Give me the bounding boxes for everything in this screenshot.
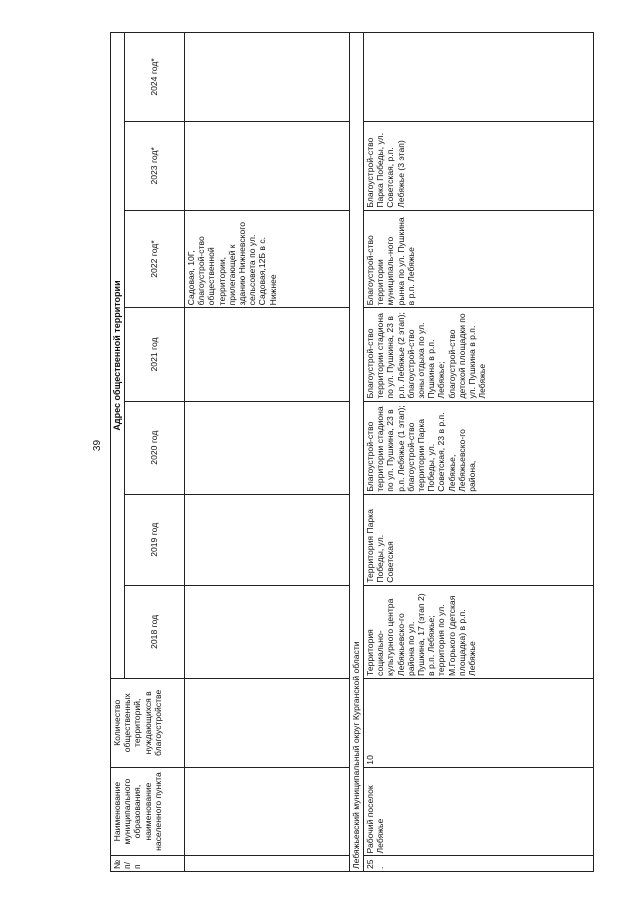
header-year-2021: 2021 год (125, 308, 185, 401)
row-name: Рабочий поселок Лебяжье (364, 767, 594, 856)
header-num: № п/п (111, 856, 185, 872)
row-2021: Благоустрой-ство территории стадиона по ул. Пушкина, 23 в р.п. Лебяжье (2 этап); благоустрой-ство зоны отдыха по ул. Пушкина в р.п. Лебяжье; благоустрой-ство детской площадки по ул. Пушкина в р.п. Лебяжье (364, 308, 594, 401)
prev-row-2022: Садовая, 10Г, благоустрой-ство общественной территории, прилегающей к зданию Нижневского сельсовета по ул. Садовая,12Б в с. Нижнее (185, 210, 350, 308)
page-number: 39 (92, 439, 104, 452)
prev-row-name (185, 767, 350, 856)
header-year-2018: 2018 год (125, 585, 185, 678)
row-2024 (364, 33, 594, 122)
header-year-2019: 2019 год (125, 494, 185, 585)
section-title: Лебяжьевский муниципальный округ Курганской области (350, 33, 364, 872)
row-count: 10 (364, 678, 594, 767)
row-2022: Благоустрой-ство территории муниципаль-ного рынка по ул. Пушкина в р.п. Лебяжье (364, 210, 594, 308)
rotated-table-container (110, 32, 594, 872)
prev-row-2018 (185, 585, 350, 678)
row-2023: Благоустрой-ство Парка Победы, ул. Советская, р.п. Лебяжье (3 этап) (364, 121, 594, 210)
header-address-group: Адрес общественной территории (111, 33, 125, 679)
header-count: Количество общественных территорий, нуждающихся в благоустройстве (111, 678, 185, 767)
row-num: 25. (364, 856, 594, 872)
territories-table (110, 32, 594, 872)
row-2018: Территория социально-культурного центра Лебяжьевско-го района по ул. Пушкина, 17 (этап 2) в р.п. Лебяжье; территория по ул. М.Горького (детская площадка) в р.п. Лебяжье (364, 585, 594, 678)
header-year-2022: 2022 год* (125, 210, 185, 308)
header-year-2020: 2020 год (125, 401, 185, 494)
prev-row-2024 (185, 33, 350, 122)
prev-row-num (185, 856, 350, 872)
prev-row-2020 (185, 401, 350, 494)
header-year-2023: 2023 год* (125, 121, 185, 210)
row-2020: Благоустрой-ство территории стадиона по ул. Пушкина, 23 в р.п. Лебяжье (1 этап); благоустрой-ство территории Парка Победы, ул. Советская, 23 в р.п. Лебяжье, Лебяжьевско-го района, (364, 401, 594, 494)
row-2019: Территория Парка Победы, ул. Советская (364, 494, 594, 585)
header-year-2024: 2024 год* (125, 33, 185, 122)
prev-row-count (185, 678, 350, 767)
prev-row-2023 (185, 121, 350, 210)
header-name: Наименование муниципального образования, наименование населенного пункта (111, 767, 185, 856)
prev-row-2021 (185, 308, 350, 401)
prev-row-2019 (185, 494, 350, 585)
